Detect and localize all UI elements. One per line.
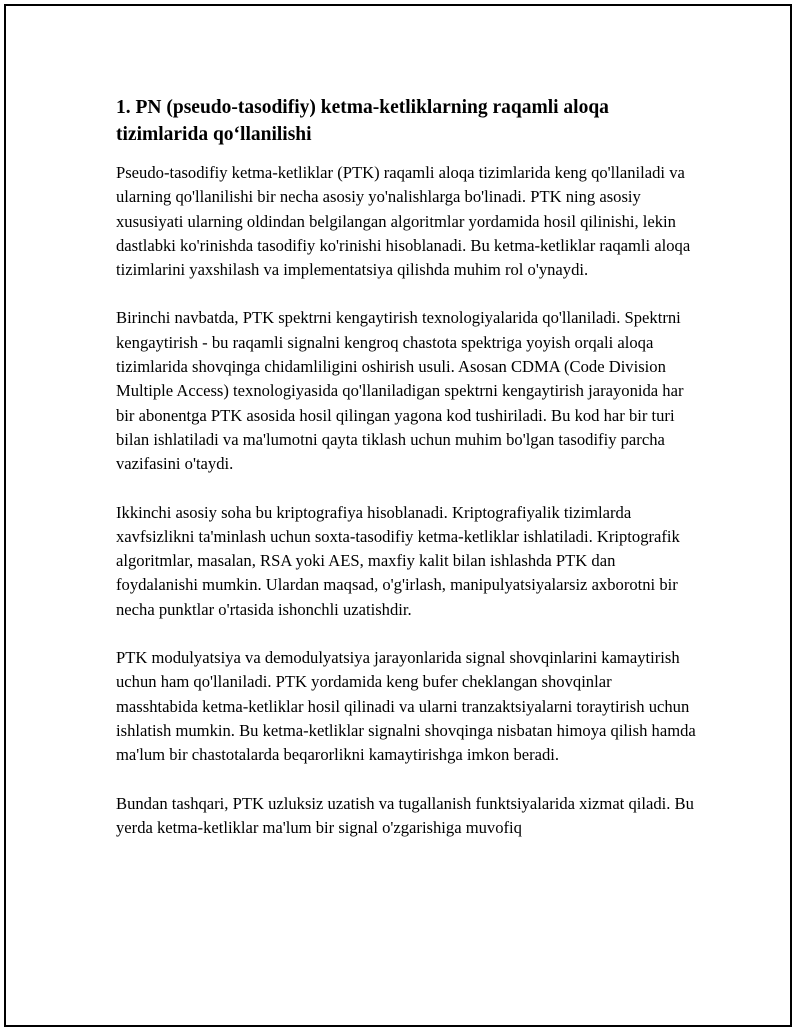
paragraph-intro: Pseudo-tasodifiy ketma-ketliklar (PTK) raqamli aloqa tizimlarida keng qo'llaniladi va ularning qo'llanilishi bir necha asosiy yo'nalishlarga bo'linadi. PTK ning asosiy xususiyati ularning oldindan belgilangan algoritmlar yordamida hosil qilinishi, lekin dastlabki ko'rinishda tasodifiy ko'rinishi hisoblanadi. Bu ketma-ketliklar raqamli aloqa tizimlarini yaxshilash va implementatsiya qilishda muhim rol o'ynaydi. [116,163,691,280]
document-body [116,94,696,864]
paragraph-spread-spectrum: Birinchi navbatda, PTK spektrni kengaytirish texnologiyalarida qo'llaniladi. Spektrni kengaytirish - bu raqamli signalni kengroq chastota spektriga yoyish orqali aloqa tizimlarida shovqinga chidamliligini oshirish usuli. Asosan CDMA (Code Division Multiple Access) texnologiyasida qo'llaniladigan spektrni kengaytirish jarayonida har bir abonentga PTK asosida hosil qilingan yagona kod tushiriladi. Bu kod har bir turi bilan ishlatiladi va ma'lumotni qayta tiklash uchun muhim bo'lgan tasodifiy parcha vazifasini o'taydi. [116,308,684,474]
section-heading: 1. PN (pseudo-tasodifiy) ketma-ketliklarning raqamli aloqa tizimlarida qo‘llanilishi [116,97,609,145]
paragraph-continuous-transmission: Bundan tashqari, PTK uzluksiz uzatish va tugallanish funktsiyalarida xizmat qiladi. Bu yerda ketma-ketliklar ma'lum bir signal o'zgarishiga muvofiq [116,793,694,837]
paragraph-modulation: PTK modulyatsiya va demodulyatsiya jarayonlarida signal shovqinlarini kamaytirish uchun ham qo'llaniladi. PTK yordamida keng bufer cheklangan shovqinlar masshtabida ketma-ketliklar hosil qilinadi va ularni tranzaktsiyalarni toraytirish uchun ishlatish mumkin. Bu ketma-ketliklar signalni shovqinga nisbatan himoya qilish hamda ma'lum bir chastotalarda beqarorlikni kamaytirishga imkon beradi. [116,648,696,765]
paragraph-cryptography: Ikkinchi asosiy soha bu kriptografiya hisoblanadi. Kriptografiyalik tizimlarda xavfsizlikni ta'minlash uchun soxta-tasodifiy ketma-ketliklar ishlatiladi. Kriptografik algoritmlar, masalan, RSA yoki AES, maxfiy kalit bilan ishlashda PTK dan foydalanishi mumkin. Ulardan maqsad, o'g'irlash, manipulyatsiyalarsiz axborotni bir necha punktlar o'rtasida ishonchli uzatishdir. [116,502,680,619]
